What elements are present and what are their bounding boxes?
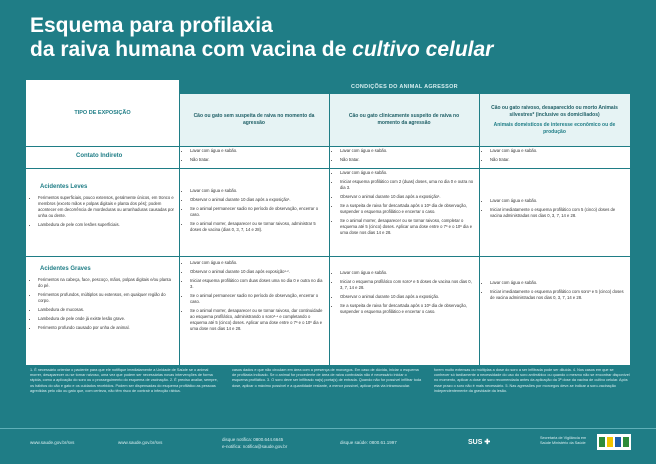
list-item: • Iniciar imediatamente o esquema profilático com soro³ e 5 (cinco) doses de vacina administradas nos dias 0, 3, 7, 14 e 28. [490, 289, 624, 301]
footer-disque-notifica: disque notifica: 0800.644.6645 [222, 437, 284, 442]
list-item: • Se o animal morrer, desaparecer ou se tornar raivoso, administrar 5 doses de vacina (dias 0, 3, 7, 14 e 28). [190, 221, 324, 233]
footnotes-col-1: 1. É necessário orientar o paciente para que ele notifique imediatamente a Unidade de Saúde se o animal morrer, desaparecer ou se tornar raivoso, uma vez que podem ser necessárias novas intervenções de forma rápida, como a aplicação do soro ou o prosseguimento do esquema de vacinação. 2. É preciso avaliar, sempre, os hábitos do cão e gato e os cuidados recebidos. Podem ser dispensadas do esquema profilático as pessoas agredidas pelo cão ou gato que, com certeza, não têm risco de contrair a infecção rábica. [30, 368, 218, 393]
footer [0, 428, 656, 464]
list-item: • Lambedura de pele onde já existe lesão grave. [38, 316, 174, 322]
plus-icon: ✚ [484, 439, 491, 446]
sus-logo-text: SUS [468, 439, 483, 446]
list-item: • Lavar com água e sabão. [490, 198, 624, 204]
list-item: • Lavar com água e sabão. [190, 260, 324, 266]
list-item: • Observar o animal durante 10 dias após a exposição¹. [190, 197, 324, 203]
list-item: • Se o animal permanecer sadio no período de observação, encerrar o caso. [190, 293, 324, 305]
divider-h2 [26, 168, 630, 169]
footnotes-col-2: casos dados e que não circulam em área com a presença de morcegos. Em caso de dúvida, iniciar o esquema de profilaxia indicado. Se o animal for procedente de área de raiva controlada não é necessário iniciar o esquema profilático. 3. O soro deve ser infiltrado na(s) porta(s) de entrada. Quando não for possível infiltrar toda dose, aplicar o máximo possível e a quantidade restante, a menor possível, aplicar pela via intramuscular. [232, 368, 422, 388]
footer-link-1[interactable]: www.saude.gov.br/svs [30, 440, 75, 445]
row-title-acidentes-leves: Acidentes Leves [40, 184, 88, 190]
divider-v2 [329, 94, 330, 365]
list-item: • Lavar com água e sabão. [190, 148, 324, 154]
footer-link-2[interactable]: www.saude.gov.br/svs [118, 440, 163, 445]
cell-r1-c2 [334, 148, 474, 166]
list-item: • Ferimento profundo causado por unha de animal. [38, 325, 174, 331]
list-item: • Observar o animal durante 10 dias após a exposição¹. [340, 194, 474, 200]
sus-logo [468, 438, 490, 446]
cell-r3-c2 [334, 270, 474, 318]
col-header-sem-suspeita: Cão ou gato sem suspeita de raiva no momento da agressão [179, 94, 329, 146]
brasil-flag-icon [597, 434, 631, 450]
col-header-suspeito: Cão ou gato clinicamente suspeito de raiva no momento da agressão [329, 94, 479, 146]
list-item: • Se a suspeita de raiva for descartada após o 10º dia de observação, suspender o esquema profilático e encerrar o caso. [340, 203, 474, 215]
divider-v3 [479, 94, 480, 365]
title-line-2-text: da raiva humana com vacina de [30, 38, 353, 61]
title-line-2 [30, 38, 493, 62]
row-title-acidentes-graves: Acidentes Graves [40, 266, 91, 272]
list-item: • Não tratar. [490, 157, 624, 163]
list-item: • Lavar com água e sabão. [340, 148, 474, 154]
col-header-raivoso [479, 94, 630, 146]
row-title-contato-indireto: Contato Indireto [76, 153, 123, 159]
divider-v1 [179, 94, 180, 365]
list-item: • Iniciar o esquema profilático com soro³ e 5 doses de vacina nos dias 0, 3, 7, 14 e 28. [340, 279, 474, 291]
col-header-raivoso-sub: Animais domésticos de interesse econômico ou de produção [493, 121, 616, 135]
list-item: • Iniciar esquema profilático com duas doses uma no dia 0 e outra no dia 3. [190, 278, 324, 290]
title-line-2-italic: cultivo celular [352, 38, 494, 61]
cell-r2-c2 [334, 170, 474, 239]
list-item: • Se o animal morrer, desaparecer ou se tornar raivoso, dar continuidade ao esquema profilático, administrando o soro³·⁴ e completando o esquema até 5 (cinco) doses. Aplicar uma dose entre o 7º e o 10º dia e uma dose nos dias 14 e 28. [190, 308, 324, 332]
list-item: • Se o animal morrer, desaparecer ou se tornar raivoso, completar o esquema até 5 (cinco) doses. Aplicar uma dose entre o 7º e o 10º dia e uma dose nos dias 14 e 28. [340, 218, 474, 236]
divider-h1 [26, 146, 630, 147]
list-item: • Observar o animal durante 10 dias após a exposição. [340, 294, 474, 300]
cell-r1-c1 [184, 148, 324, 166]
cell-r3-c1 [184, 260, 324, 335]
list-item: • Se o animal permanecer sadio no período de observação, encerrar o caso. [190, 206, 324, 218]
col-header-raivoso-main: Cão ou gato raivoso, desaparecido ou morto Animais silvestres* (inclusive os domiciliados) [491, 104, 618, 118]
footnotes-col-3: forem muito extensas ou múltiplas a dose do soro a ser infiltrada pode ser diluída. 4. Nos casos em que se conhecer só tardiamente a necessidade do uso do soro antirrábico ou quando o mesmo não se encontrar disponível no momento, aplicar a dose de soro recomendada antes da aplicação da 3ª dose da vacina de cultivo celular. Após esse prazo o soro não é mais necessário. 5. Nas agressões por morcegos deve-se indicar a soro-vacinação independentemente da gravidade da lesão. [434, 368, 630, 393]
cell-r2-c1 [184, 188, 324, 236]
cell-r3-c3 [484, 280, 624, 304]
list-item: • Ferimentos profundos, múltiplos ou extensos, em qualquer região do corpo. [38, 292, 174, 304]
list-item: • Lavar com água e sabão. [340, 270, 474, 276]
list-item: • Ferimentos superficiais, pouco extensos, geralmente únicos, em tronco e membros (exceto mãos e polpas digitais e planta dos pés); podem acontecer em decorrência de mordeduras ou arranhaduras causadas por unha ou dente. [38, 195, 174, 219]
ministerio-logo: Secretaria de Vigilância em Saúde Ministério da Saúde [540, 436, 587, 445]
title-line-1: Esquema para profilaxia [30, 14, 273, 37]
footer-disque-saude: disque saúde: 0800.61.1997 [340, 440, 397, 445]
prophylaxis-table [26, 80, 630, 365]
cell-r1-c3 [484, 148, 624, 166]
list-item: • Lavar com água e sabão. [340, 170, 474, 176]
cell-r3-desc [32, 277, 174, 334]
header-condicoes: CONDIÇÕES DO ANIMAL AGRESSOR [179, 80, 630, 94]
footer-e-notifica: e-notifica: notifica@saude.gov.br [222, 444, 288, 449]
cell-r2-c3 [484, 198, 624, 222]
list-item: • Lavar com água e sabão. [490, 280, 624, 286]
list-item: • Lavar com água e sabão. [190, 188, 324, 194]
cell-r2-desc [32, 195, 174, 231]
list-item: • Lambedura de mucosas. [38, 307, 174, 313]
list-item: • Lambedura de pele com lesões superficiais. [38, 222, 174, 228]
list-item: • Lavar com água e sabão. [490, 148, 624, 154]
list-item: • Iniciar esquema profilático com 2 (duas) doses, uma no dia 0 e outra no dia 3. [340, 179, 474, 191]
brasil-logo-icon [597, 434, 631, 450]
list-item: • Iniciar imediatamente o esquema profilático com 5 (cinco) doses de vacina administradas nos dias 0, 3, 7, 14 e 28. [490, 207, 624, 219]
list-item: • Se a suspeita de raiva for descartada após o 10º dia de observação, suspender o esquema profilático e encerrar o caso. [340, 303, 474, 315]
divider-h3 [26, 256, 630, 257]
list-item: • Não tratar. [190, 157, 324, 163]
list-item: • Não tratar. [340, 157, 474, 163]
header-tipo-exposicao: TIPO DE EXPOSIÇÃO [26, 80, 179, 146]
list-item: • Ferimentos na cabeça, face, pescoço, mãos, polpas digitais e/ou planta do pé. [38, 277, 174, 289]
page-title [30, 14, 493, 62]
list-item: • Observar o animal durante 10 dias após exposição¹·². [190, 269, 324, 275]
